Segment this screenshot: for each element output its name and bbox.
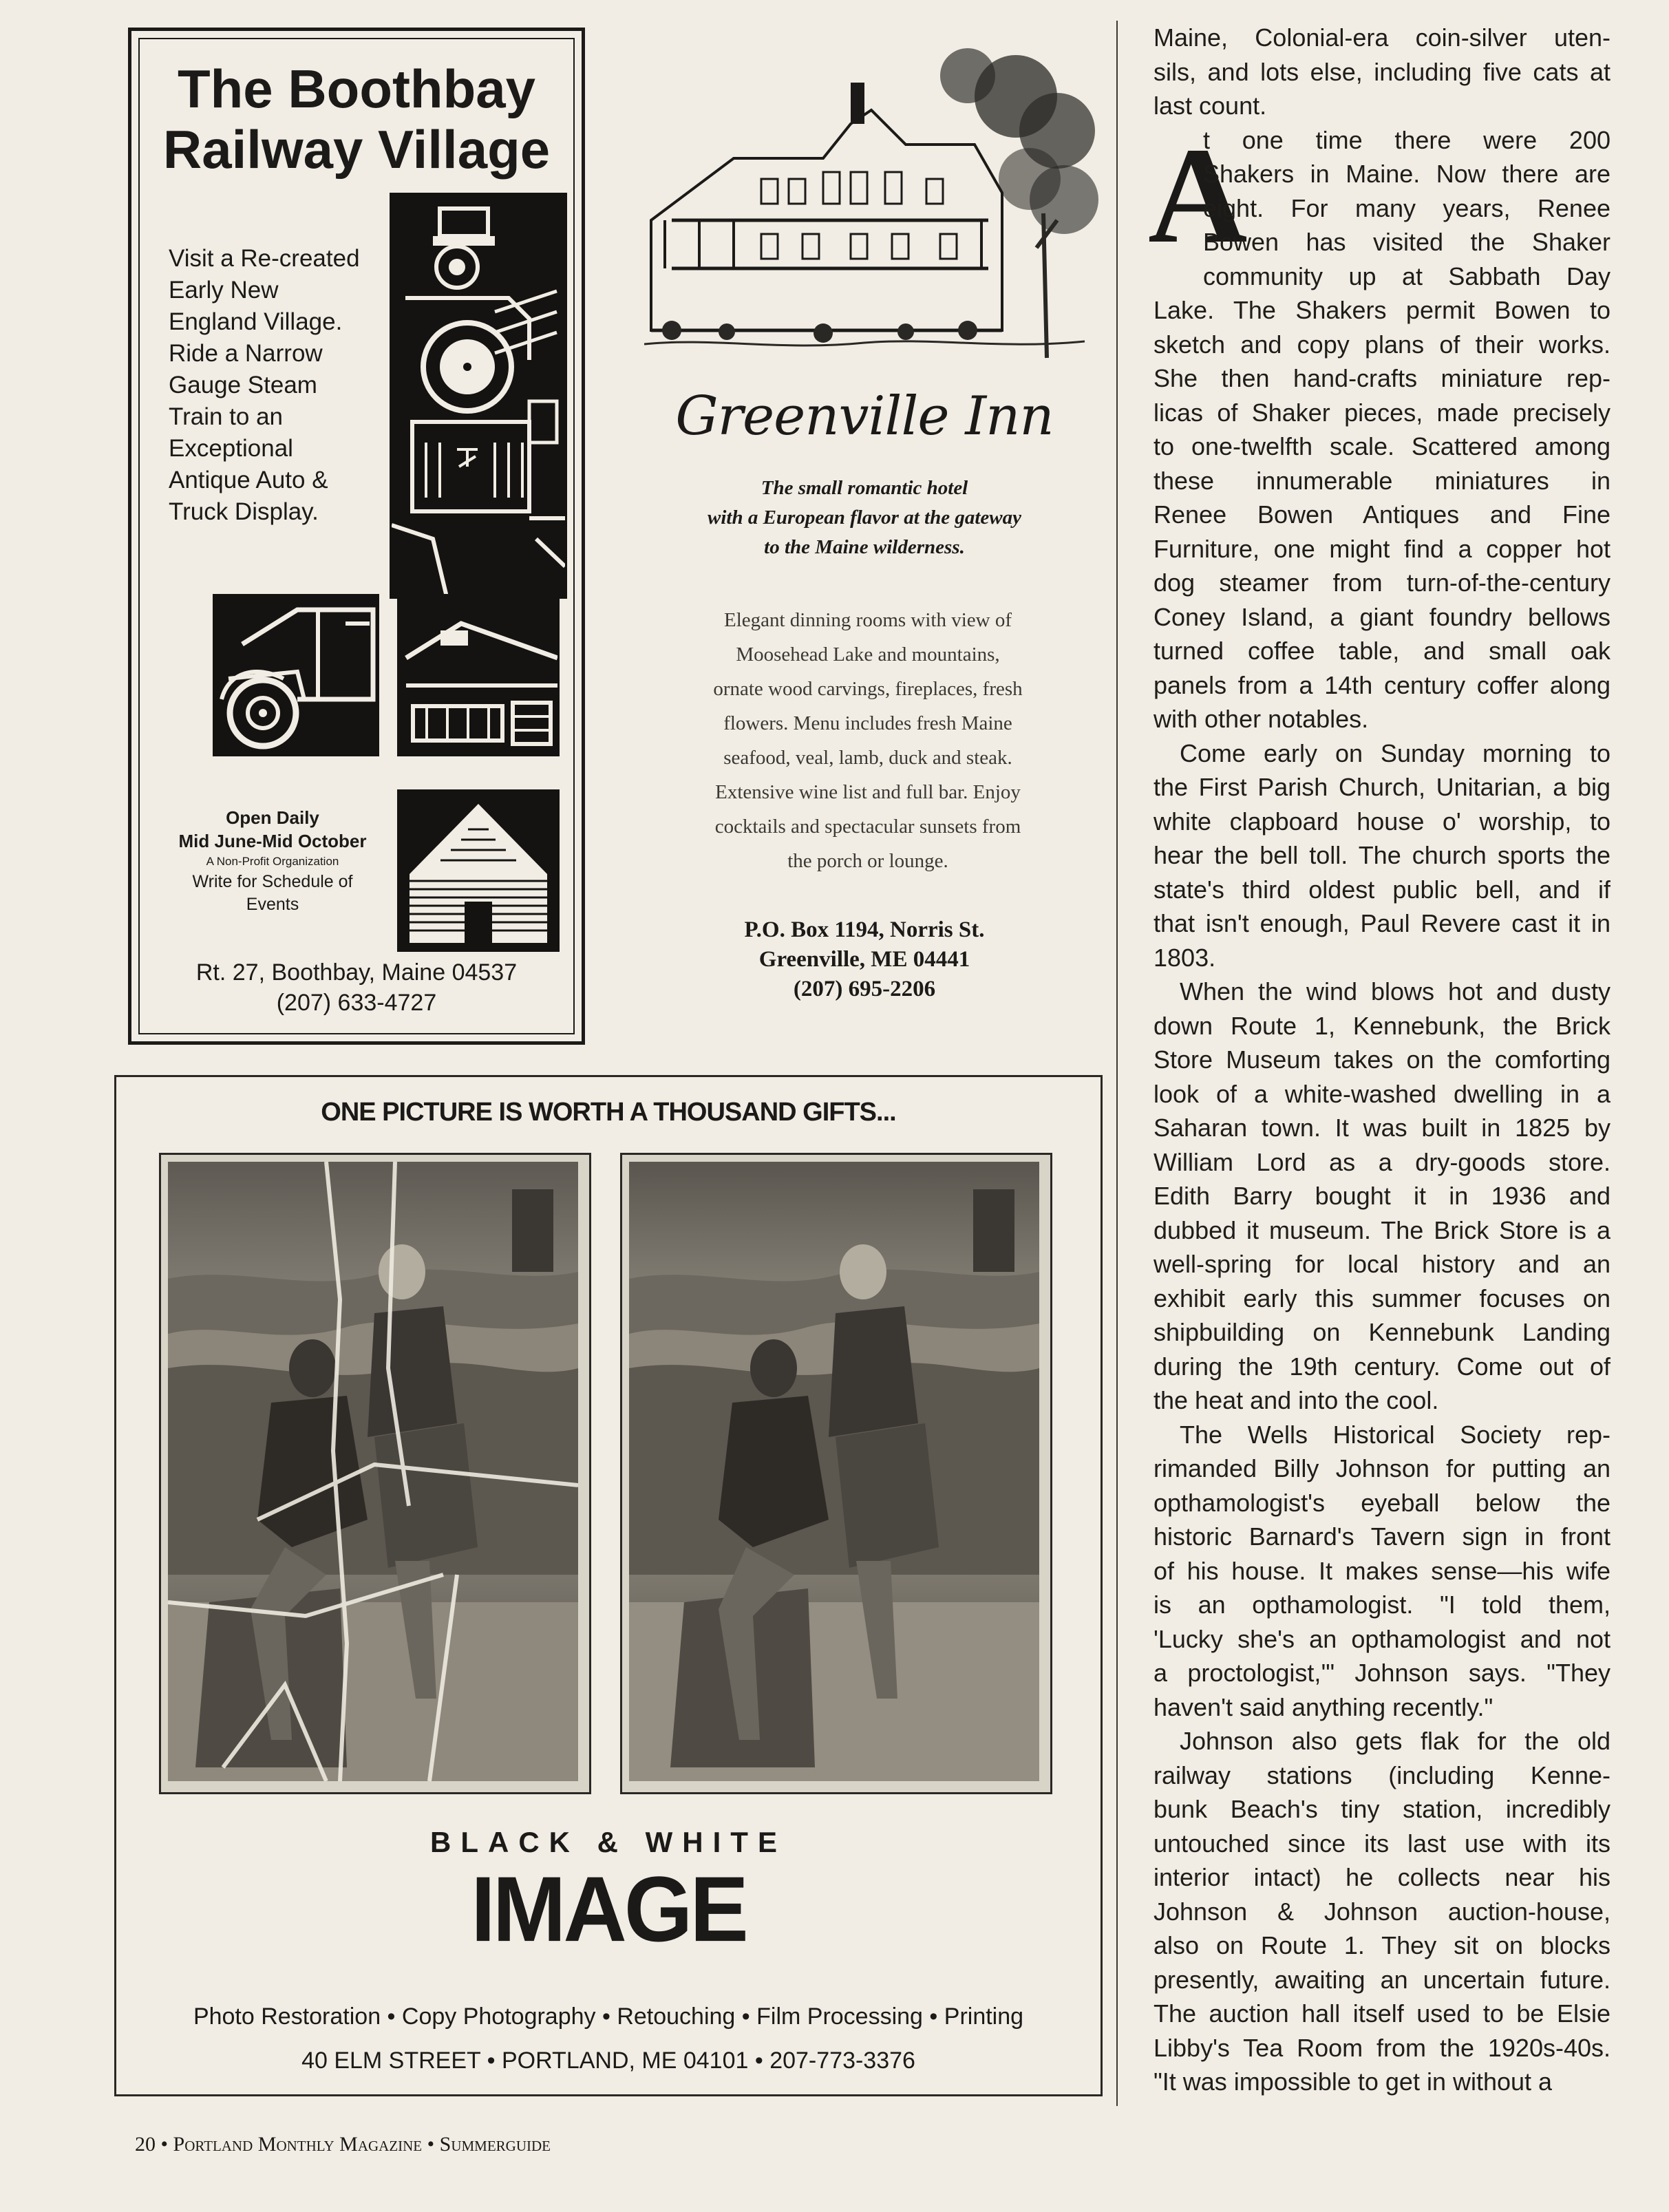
page-footer <box>135 2131 551 2158</box>
article-line: Edith Barry bought it in 1936 and <box>1154 1182 1610 1210</box>
article-line: a proctologist,'" Johnson says. "They <box>1154 1659 1610 1687</box>
article-line: t one time there were 200 <box>1203 125 1610 154</box>
article-line: Coney Island, a giant foundry bellows <box>1154 602 1610 631</box>
black-white-image-ad <box>114 1075 1103 2096</box>
article-line: of his house. It makes sense—his wife <box>1154 1556 1610 1585</box>
article-line: 'Lucky she's an opthamologist and not <box>1154 1624 1610 1653</box>
article-line: Lake. The Shakers permit Bowen to <box>1154 296 1610 324</box>
railway-title-line-1: The Boothbay <box>178 59 535 119</box>
inn-description-line: Extensive wine list and full bar. Enjoy <box>715 781 1021 803</box>
railway-intro-line: Truck Display. <box>169 498 319 525</box>
restored-photo-after <box>620 1153 1052 1794</box>
article-line: with other notables. <box>1154 705 1369 733</box>
railway-address: Rt. 27, Boothbay, Maine 04537 <box>195 959 518 986</box>
inn-description-line: cocktails and spectacular sunsets from <box>714 816 1021 838</box>
article-line: to one-twelfth scale. Scattered among <box>1154 432 1610 460</box>
article-line: also on Route 1. They sit on blocks <box>1154 1931 1610 1959</box>
article-line: historic Barnard's Tavern sign in front <box>1154 1522 1610 1551</box>
article-line: 1803. <box>1154 943 1216 972</box>
railway-intro-line: Gauge Steam <box>169 372 317 398</box>
open-daily-label: Open Daily <box>226 807 319 828</box>
article-line: The auction hall itself used to be Elsie <box>1154 1999 1610 2028</box>
article-line: haven't said anything recently." <box>1154 1692 1493 1721</box>
brand-image-logo: IMAGE <box>471 1858 746 1961</box>
image-ad-headline: ONE PICTURE IS WORTH A THOUSAND GIFTS... <box>321 1098 896 1127</box>
article-line: Renee Bowen Antiques and Fine <box>1154 500 1610 529</box>
article-column <box>1154 21 1610 2099</box>
article-line: licas of Shaker pieces, made precisely <box>1154 398 1610 427</box>
railway-ad-title <box>145 59 568 180</box>
article-line: well-spring for local history and an <box>1154 1250 1610 1278</box>
article-line: untouched since its last use with its <box>1154 1829 1610 1858</box>
railway-station-woodcut-icon <box>397 594 560 756</box>
article-line: state's third oldest public bell, and if <box>1154 875 1610 904</box>
railway-phone: (207) 633-4727 <box>276 990 437 1016</box>
article-line: community up at Sabbath Day <box>1203 262 1610 290</box>
article-line: shipbuilding on Kennebunk Landing <box>1154 1318 1610 1346</box>
article-line: The Wells Historical Society rep- <box>1180 1420 1610 1449</box>
article-line: sketch and copy plans of their works. <box>1154 330 1610 359</box>
inn-tagline-line: to the Maine wilderness. <box>764 536 965 558</box>
footer-separator: • <box>160 2133 173 2156</box>
schedule-line-1: Write for Schedule of <box>192 872 353 891</box>
article-line: these innumerable miniatures in <box>1154 466 1610 495</box>
article-line: Shakers in Maine. Now there are <box>1203 160 1610 188</box>
article-line: last count. <box>1154 92 1267 120</box>
article-line: railway stations (including Kenne- <box>1154 1761 1610 1789</box>
article-line: When the wind blows hot and dusty <box>1180 977 1610 1006</box>
article-line: Bowen has visited the Shaker <box>1203 228 1610 256</box>
railway-intro-line: Exceptional <box>169 435 293 462</box>
season-label: Mid June-Mid October <box>178 831 367 851</box>
article-line: down Route 1, Kennebunk, the Brick <box>1154 1011 1610 1040</box>
inn-description-line: ornate wood carvings, fireplaces, fresh <box>713 678 1023 700</box>
railway-intro-line: Early New <box>169 277 279 304</box>
article-line: turned coffee table, and small oak <box>1154 637 1610 665</box>
article-line: rimanded Billy Johnson for putting an <box>1154 1454 1610 1482</box>
article-line: the heat and into the cool. <box>1154 1386 1439 1414</box>
locomotive-woodcut-icon <box>390 193 567 599</box>
image-ad-services: Photo Restoration • Copy Photography • Retouching • Film Processing • Printing <box>193 2003 1024 2030</box>
inn-tagline-line: The small romantic hotel <box>761 477 968 499</box>
greenville-inn-ad <box>630 28 1098 1039</box>
inn-address <box>630 915 1098 1004</box>
article-line: Johnson & Johnson auction-house, <box>1154 1897 1610 1926</box>
railway-intro-line: Ride a Narrow <box>169 340 323 367</box>
article-line: during the 19th century. Come out of <box>1154 1352 1610 1381</box>
inn-description-line: the porch or lounge. <box>787 850 948 872</box>
article-line: panels from a 14th century coffer along <box>1154 670 1610 699</box>
railway-ad-address <box>145 957 568 1018</box>
article-line: Johnson also gets flak for the old <box>1180 1727 1610 1755</box>
magazine-name: Portland Monthly Magazine <box>173 2133 423 2156</box>
railway-ad-intro <box>169 243 375 528</box>
railway-ad-hours <box>159 806 386 916</box>
schedule-line-2: Events <box>246 895 299 914</box>
article-line: Saharan town. It was built in 1825 by <box>1154 1114 1610 1142</box>
article-line: eight. For many years, Renee <box>1203 193 1610 222</box>
article-line: William Lord as a dry-goods store. <box>1154 1147 1610 1176</box>
article-line: white clapboard house o' worship, to <box>1154 807 1610 836</box>
article-line: opthamologist's eyeball below the <box>1154 1488 1610 1517</box>
railway-title-line-2: Railway Village <box>162 119 551 180</box>
article-line: exhibit early this summer focuses on <box>1154 1284 1610 1312</box>
article-line: Maine, Colonial-era coin-silver uten- <box>1154 23 1610 52</box>
railway-intro-line: England Village. <box>169 308 343 335</box>
inn-building-illustration <box>644 41 1098 365</box>
article-line: Libby's Tea Room from the 1920s-40s. <box>1154 2033 1610 2062</box>
inn-address-line: Greenville, ME 04441 <box>758 947 970 972</box>
inn-description-line: flowers. Menu includes fresh Maine <box>723 712 1012 734</box>
article-line: look of a white-washed dwelling in a <box>1154 1079 1610 1108</box>
article-line: She then hand-crafts miniature rep- <box>1154 364 1610 392</box>
railway-village-ad <box>128 28 585 1045</box>
nonprofit-label: A Non-Profit Organization <box>206 855 339 868</box>
footer-separator: • <box>427 2133 440 2156</box>
inn-description-line: Moosehead Lake and mountains, <box>736 644 1000 666</box>
inn-tagline-line: with a European flavor at the gateway <box>708 507 1021 529</box>
article-line: that isn't enough, Paul Revere cast it in <box>1154 909 1610 937</box>
image-ad-address: 40 ELM STREET • PORTLAND, ME 04101 • 207-773-3376 <box>301 2048 915 2074</box>
section-name: Summerguide <box>439 2133 551 2156</box>
railway-intro-line: Visit a Re-created <box>169 245 360 272</box>
railway-intro-line: Train to an <box>169 403 284 430</box>
article-line: the First Parish Church, Unitarian, a big <box>1154 773 1610 801</box>
column-rule <box>1116 21 1118 2106</box>
article-line: Store Museum takes on the comforting <box>1154 1045 1610 1074</box>
article-line: dubbed it museum. The Brick Store is a <box>1154 1215 1610 1244</box>
article-line: sils, and lots else, including five cats at <box>1154 57 1610 86</box>
railway-intro-line: Antique Auto & <box>169 467 328 493</box>
inn-address-line: P.O. Box 1194, Norris St. <box>744 917 985 942</box>
antique-car-woodcut-icon <box>213 594 379 756</box>
article-line: "It was impossible to get in without a <box>1154 2067 1553 2096</box>
inn-tagline <box>630 474 1098 562</box>
inn-name: Greenville Inn <box>675 385 1054 447</box>
article-line: presently, awaiting an uncertain future. <box>1154 1965 1610 1994</box>
brand-black-white: BLACK & WHITE <box>430 1826 787 1858</box>
article-line: hear the bell toll. The church sports the <box>1154 841 1610 869</box>
drop-cap: A <box>1148 120 1248 272</box>
barn-woodcut-icon <box>397 789 560 952</box>
article-line: interior intact) he collects near his <box>1154 1863 1610 1891</box>
article-line: is an opthamologist. "I told them, <box>1154 1591 1610 1619</box>
article-line: dog steamer from turn-of-the-century <box>1154 568 1610 597</box>
inn-description <box>651 603 1085 878</box>
inn-phone: (207) 695-2206 <box>793 977 936 1001</box>
inn-description-line: seafood, veal, lamb, duck and steak. <box>723 747 1012 769</box>
inn-description-line: Elegant dinning rooms with view of <box>723 609 1012 631</box>
damaged-photo-before <box>159 1153 591 1794</box>
article-line: Come early on Sunday morning to <box>1180 738 1610 767</box>
article-line: bunk Beach's tiny station, incredibly <box>1154 1795 1610 1823</box>
article-line: Furniture, one might find a copper hot <box>1154 534 1610 563</box>
page-number: 20 <box>135 2133 156 2156</box>
